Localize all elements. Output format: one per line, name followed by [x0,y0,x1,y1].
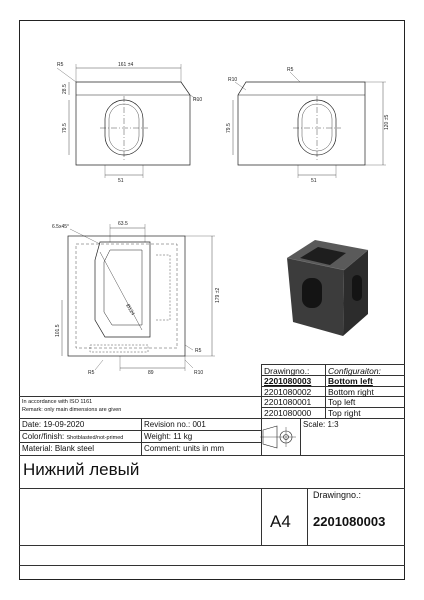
config-row-config: Bottom left [328,376,373,386]
front-view [57,64,198,178]
top-r5-right-label: R5 [195,348,202,354]
revision-field: Revision no.: 001 [144,420,206,429]
drawingno-label: Drawingno.: [313,490,362,500]
color-field: Color/finish: [22,432,65,441]
config-header-drawingno: Drawingno.: [264,366,310,376]
config-row-no: 2201080000 [264,408,312,418]
front-r10-label: R10 [193,97,203,103]
top-dim-89-label: 89 [148,370,154,376]
top-view [62,224,215,371]
casting-3d-render [287,240,368,336]
side-height-label: 120 ±5 [384,114,390,130]
weight-field: Weight: 11 kg [144,432,193,441]
projection-symbol-icon [260,426,296,448]
side-r10-label: R10 [228,77,238,83]
material-field: Material: Blank steel [22,444,95,453]
top-height-label: 179 ±2 [215,287,221,303]
remark-note: Remark: only main dimensions are given [22,407,122,413]
side-dim-79-label: 79.5 [226,123,232,133]
front-dim-28-label: 28.5 [62,84,68,94]
config-row-no: 2201080001 [264,397,312,407]
top-r10-label: R10 [194,370,204,376]
config-row-config: Bottom right [328,387,374,397]
front-width-label: 161 ±4 [118,62,134,68]
config-row-config: Top left [328,397,356,407]
top-chamfer-label: 6.5x45° [52,224,70,230]
drawing-title: Нижний левый [23,460,140,479]
config-row-config: Top right [328,408,361,418]
comment-field: Comment: units in mm [144,444,225,453]
front-r5-label: R5 [57,62,64,68]
top-diameter-label: Ø124 [124,303,136,317]
date-field: Date: 19-09-2020 [22,420,85,429]
top-dim-63-label: 63.5 [118,221,128,227]
top-r5-bottom-label: R5 [88,370,95,376]
color-label [22,432,123,441]
config-row-no: 2201080003 [264,376,312,386]
config-header-configuration: Configuraiton: [328,366,381,376]
color-value: Shotblasted/not-primed [66,435,124,441]
sheet-size: A4 [270,512,291,531]
side-view [233,72,386,178]
config-row-no: 2201080002 [264,387,312,397]
drawingno-value: 2201080003 [313,514,386,529]
side-r5-label: R5 [287,67,294,73]
front-dim-51-label: 51 [118,178,124,184]
side-dim-51-label: 51 [311,178,317,184]
iso-note: In accordance with ISO 1161 [22,399,93,405]
top-dim-101-label: 101.5 [55,324,61,337]
front-dim-79-label: 79.5 [62,123,68,133]
scale-field: Scale: 1:3 [303,420,339,429]
